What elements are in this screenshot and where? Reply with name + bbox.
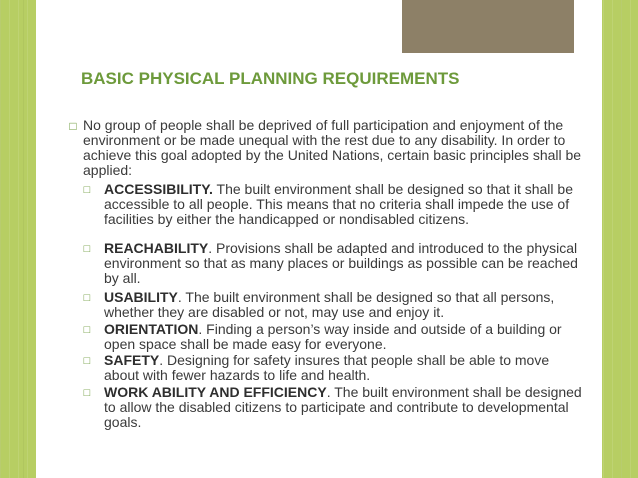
principle-description: . Provisions shall be adapted and introduced to the physical environment so that as many places or buildings as possible can be reached by all. [104, 240, 578, 286]
principle-description: . The built environment shall be designed to allow the disabled citizens to participate and contribute to developmental goals. [104, 384, 582, 430]
bullet-marker-icon: □ [69, 119, 77, 133]
principle-term: ORIENTATION [104, 321, 199, 337]
bullet-marker-icon: □ [83, 292, 91, 304]
principle-term: REACHABILITY [104, 240, 209, 256]
intro-text: No group of people shall be deprived of full participation and enjoyment of the environment or be made unequal with the rest due to any disability. In order to achieve this goal adopted by the United Nations, certain basic principles shall be applied: [83, 117, 582, 178]
bullet-marker-icon: □ [83, 243, 91, 255]
principle-term: USABILITY [104, 289, 178, 305]
decorative-top-rectangle [402, 0, 574, 53]
principle-term: SAFETY [104, 352, 160, 368]
principle-term: ACCESSIBILITY. [104, 181, 213, 197]
principle-description: The built environment shall be designed so that it shall be accessible to all people. This means that no criteria shall impede the use of facilities by either the handicapped or nondisabled citizens. [104, 181, 573, 227]
principle-term: WORK ABILITY AND EFFICIENCY [104, 384, 327, 400]
bullet-marker-icon: □ [83, 324, 91, 336]
bullet-marker-icon: □ [83, 355, 91, 367]
bullet-marker-icon: □ [83, 184, 91, 196]
slide-title: BASIC PHYSICAL PLANNING REQUIREMENTS [81, 69, 460, 88]
bullet-marker-icon: □ [83, 387, 91, 399]
principle-description: . Finding a person’s way inside and outside of a building or open space shall be made easy for everyone. [104, 321, 562, 352]
principle-description: . Designing for safety insures that people shall be able to move about with fewer hazards to life and health. [104, 352, 550, 383]
principle-description: . The built environment shall be designed so that all persons, whether they are disabled or not, may use and enjoy it. [104, 289, 555, 320]
